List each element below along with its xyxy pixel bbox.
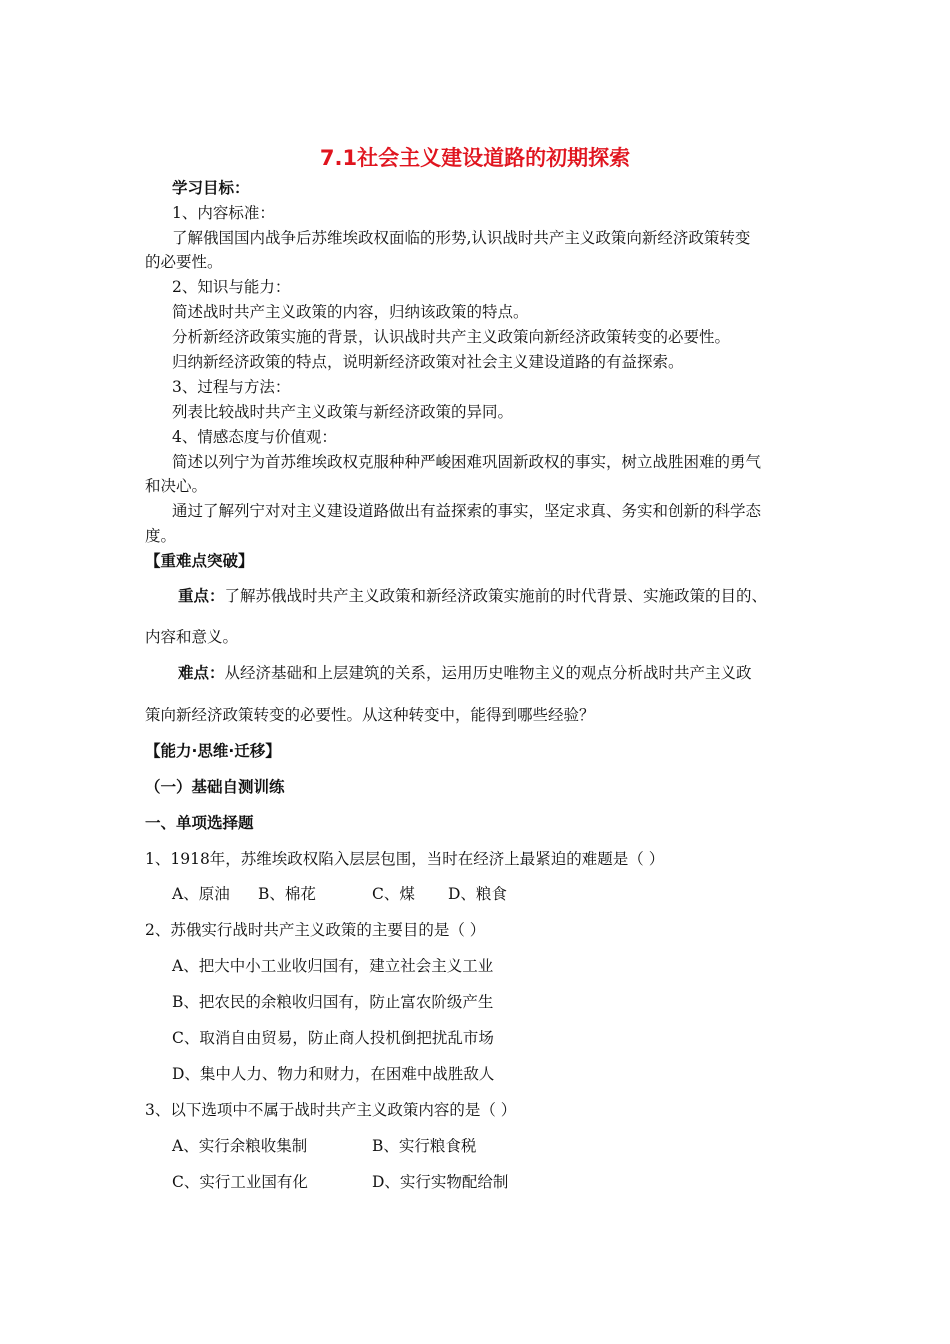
objective-4-text-cont: 度。 [145, 527, 177, 545]
objective-3-text: 列表比较战时共产主义政策与新经济政策的异同。 [172, 403, 514, 421]
objectives-heading: 学习目标： [172, 178, 250, 197]
key-point-line [178, 586, 767, 606]
key-point-label: 重点： [178, 586, 225, 605]
question-3-option-b: B、实行粮食税 [372, 1137, 477, 1155]
objective-2-text: 简述战时共产主义政策的内容，归纳该政策的特点。 [172, 303, 529, 321]
question-2-option-b: B、把农民的余粮收归国有，防止富农阶级产生 [172, 993, 494, 1011]
document-title: 7.1社会主义建设道路的初期探索 [319, 146, 631, 170]
question-3-option-d: D、实行实物配给制 [372, 1173, 509, 1191]
objective-1-text: 了解俄国国内战争后苏维埃政权面临的形势,认识战时共产主义政策向新经济政策转变 [172, 229, 751, 247]
objective-4-text: 简述以列宁为首苏维埃政权克服种种严峻困难巩固新政权的事实，树立战胜困难的勇气 [172, 453, 762, 471]
self-test-heading: （一）基础自测训练 [145, 778, 285, 796]
objective-3-heading: 3、过程与方法： [172, 378, 291, 396]
question-1-stem: 1、1918年，苏维埃政权陷入层层包围，当时在经济上最紧迫的难题是（ ） [145, 850, 665, 868]
question-2-option-a: A、把大中小工业收归国有，建立社会主义工业 [172, 957, 494, 975]
question-2-option-d: D、集中人力、物力和财力，在困难中战胜敌人 [172, 1065, 495, 1083]
objective-4-text: 通过了解列宁对对主义建设道路做出有益探索的事实，坚定求真、务实和创新的科学态 [172, 502, 762, 520]
objective-1-heading: 1、内容标准： [172, 204, 275, 222]
single-choice-heading: 一、单项选择题 [145, 814, 254, 832]
objective-4-text-cont: 和决心。 [145, 477, 208, 495]
difficult-point-text-cont: 策向新经济政策转变的必要性。从这种转变中，能得到哪些经验？ [145, 706, 595, 724]
question-3-stem: 3、以下选项中不属于战时共产主义政策内容的是（ ） [145, 1101, 517, 1119]
objective-4-heading: 4、情感态度与价值观： [172, 428, 337, 446]
objective-1-text-cont: 的必要性。 [145, 253, 223, 271]
key-point-text-cont: 内容和意义。 [145, 628, 239, 646]
question-2-stem: 2、苏俄实行战时共产主义政策的主要目的是（ ） [145, 921, 486, 939]
keypoints-heading: 【重难点突破】 [145, 552, 254, 570]
question-2-option-c: C、取消自由贸易，防止商人投机倒把扰乱市场 [172, 1029, 494, 1047]
question-3-option-a: A、实行余粮收集制 [172, 1137, 308, 1155]
difficult-point-line [178, 663, 752, 683]
objective-2-text: 分析新经济政策实施的背景，认识战时共产主义政策向新经济政策转变的必要性。 [172, 328, 731, 346]
objective-2-text: 归纳新经济政策的特点，说明新经济政策对社会主义建设道路的有益探索。 [172, 353, 684, 371]
ability-heading: 【能力·思维·迁移】 [145, 742, 281, 760]
question-3-option-c: C、实行工业国有化 [172, 1173, 308, 1191]
question-1-option-c: C、煤 [372, 885, 415, 903]
difficult-point-label: 难点： [178, 663, 225, 682]
key-point-text: 了解苏俄战时共产主义政策和新经济政策实施前的时代背景、实施政策的目的、 [224, 587, 768, 605]
objective-2-heading: 2、知识与能力： [172, 278, 291, 296]
question-1-option-b: B、棉花 [258, 885, 316, 903]
question-1-option-d: D、粮食 [448, 885, 507, 903]
difficult-point-text: 从经济基础和上层建筑的关系，运用历史唯物主义的观点分析战时共产主义政 [224, 664, 752, 682]
question-1-option-a: A、原油 [172, 885, 230, 903]
